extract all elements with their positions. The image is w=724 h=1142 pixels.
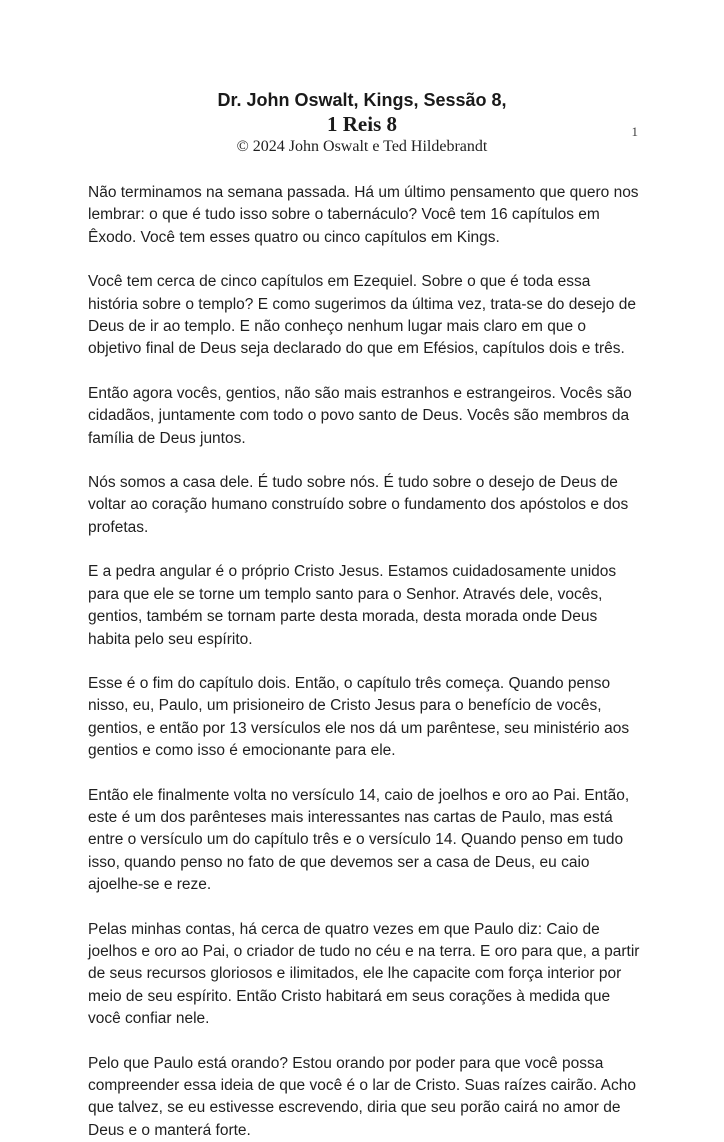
paragraph: Então agora vocês, gentios, não são mais estranhos e estrangeiros. Vocês são cidadãos, juntamente com todo o povo santo de Deus. Vocês são membros da família de Deus juntos.: [88, 384, 632, 447]
document-header: [0, 88, 724, 158]
document-title-line1: Dr. John Oswalt, Kings, Sessão 8,: [217, 90, 507, 110]
paragraph: Não terminamos na semana passada. Há um último pensamento que quero nos lembrar: o que é tudo isso sobre o tabernáculo? Você tem 16 capítulos em Êxodo. Você tem esses quatro ou cinco capítulos em Kings.: [88, 184, 639, 246]
document-title-line2: 1 Reis 8: [327, 112, 397, 136]
copyright-line: © 2024 John Oswalt e Ted Hildebrandt: [236, 138, 488, 155]
paragraph: Nós somos a casa dele. É tudo sobre nós. É tudo sobre o desejo de Deus de voltar ao coração humano construído sobre o fundamento dos apóstolos e dos profetas.: [88, 474, 629, 536]
document-page: [0, 88, 724, 1139]
paragraph: Pelas minhas contas, há cerca de quatro vezes em que Paulo diz: Caio de joelhos e oro ao Pai, o criador de tudo no céu e na terra. E oro para que, a partir de seus recursos gloriosos e ilimitados, ele lhe capacite com força interior por meio de seu espírito. Então Cristo habitará em seus corações à medida que você confiar nele.: [88, 920, 640, 1028]
paragraph: E a pedra angular é o próprio Cristo Jesus. Estamos cuidadosamente unidos para que ele se torne um templo santo para o Senhor. Através dele, vocês, gentios, também se tornam parte desta morada, desta morada onde Deus habita pelo seu espírito.: [88, 563, 617, 648]
paragraph: Pelo que Paulo está orando? Estou orando por poder para que você possa compreender essa ideia de que você é o lar de Cristo. Suas raízes cairão. Acho que talvez, se eu estivesse escrevendo, diria que seu porão cairá no amor de Deus e o manterá forte.: [88, 1054, 636, 1139]
document-body: [88, 182, 640, 1142]
paragraph: Esse é o fim do capítulo dois. Então, o capítulo três começa. Quando penso nisso, eu, Paulo, um prisioneiro de Cristo Jesus para o benefício de vocês, gentios, e então por 13 versículos ele nos dá um parêntese, seu ministério aos gentios e como isso é emocionante para ele.: [88, 674, 630, 760]
page-number: 1: [631, 124, 638, 139]
paragraph: Você tem cerca de cinco capítulos em Ezequiel. Sobre o que é toda essa história sobre o templo? E como sugerimos da última vez, trata-se do desejo de Deus de ir ao templo. E não conheço nenhum lugar mais claro em que o objetivo final de Deus seja declarado do que em Efésios, capítulos dois e três.: [88, 273, 636, 358]
paragraph: Então ele finalmente volta no versículo 14, caio de joelhos e oro ao Pai. Então, este é um dos parênteses mais interessantes nas cartas de Paulo, mas está entre o versículo um do capítulo três e o versículo 14. Quando penso em tudo isso, quando penso no fato de que devemos ser a casa de Deus, eu caio ajoelhe-se e reze.: [88, 786, 630, 894]
